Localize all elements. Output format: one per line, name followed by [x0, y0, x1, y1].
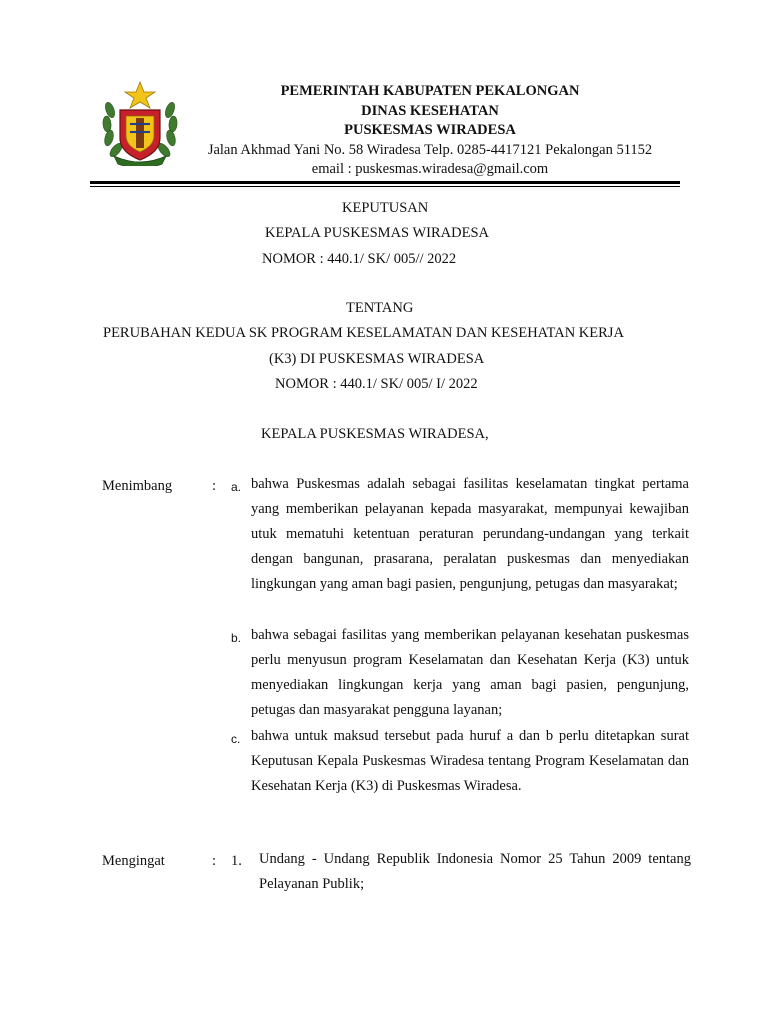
decree-heading: KEPUTUSAN — [342, 200, 429, 216]
letterhead-government: PEMERINTAH KABUPATEN PEKALONGAN — [280, 83, 580, 99]
menimbang-item-b: bahwa sebagai fasilitas yang memberikan pelayanan kesehatan puskesmas perlu menyusun program Keselamatan dan Kesehatan Kerja (K3) untuk menyediakan lingkungan kerja yang aman bagi pasien, pengunjung, petugas dan masyarakat pengguna layanan; — [251, 627, 689, 718]
mengingat-label: Mengingat — [102, 853, 165, 869]
kabupaten-pekalongan-emblem-icon — [100, 80, 180, 166]
letterhead-rule-thick — [90, 181, 680, 184]
letterhead-email: email : puskesmas.wiradesa@gmail.com — [311, 161, 549, 177]
mengingat-colon: : — [212, 853, 217, 869]
letterhead-address: Jalan Akhmad Yani No. 58 Wiradesa Telp. 0285-4417121 Pekalongan 51152 — [207, 141, 653, 158]
decree-issuer: KEPALA PUSKESMAS WIRADESA — [265, 225, 489, 241]
subject-line-2: (K3) DI PUSKESMAS WIRADESA — [269, 351, 485, 367]
mengingat-marker-1: 1. — [231, 853, 242, 869]
menimbang-marker-a: a. — [231, 480, 242, 494]
menimbang-item-a: bahwa Puskesmas adalah sebagai fasilitas keselamatan tingkat pertama yang memberikan pelayanan kepada masyarakat, mempunyai kewajiban utuk mematuhi ketentuan peraturan perundang-undangan yang terkait dengan bangunan, prasarana, peralatan puskesmas dan menyediakan lingkungan yang aman bagi pasien, pengunjung, petugas dan masyarakat; — [251, 476, 689, 592]
menimbang-marker-c: c. — [231, 732, 241, 746]
letterhead-rule-thin — [90, 186, 680, 187]
subject-number: NOMOR : 440.1/ SK/ 005/ I/ 2022 — [275, 376, 478, 392]
tentang-heading: TENTANG — [346, 300, 414, 316]
letterhead — [180, 82, 680, 180]
menimbang-colon: : — [212, 478, 217, 494]
menimbang-marker-b: b. — [231, 631, 242, 645]
subject-line-1: PERUBAHAN KEDUA SK PROGRAM KESELAMATAN DAN KESEHATAN KERJA — [103, 325, 624, 341]
menimbang-item-c: bahwa untuk maksud tersebut pada huruf a dan b perlu ditetapkan surat Keputusan Kepala Puskesmas Wiradesa tentang Program Keselamatan dan Kesehatan Kerja (K3) di Puskesmas Wiradesa. — [251, 728, 689, 794]
letterhead-institution: PUSKESMAS WIRADESA — [344, 122, 516, 138]
menimbang-label: Menimbang — [102, 478, 173, 494]
letterhead-department: DINAS KESEHATAN — [361, 102, 499, 119]
decree-number: NOMOR : 440.1/ SK/ 005// 2022 — [262, 251, 457, 267]
mengingat-item-1: Undang - Undang Republik Indonesia Nomor 25 Tahun 2009 tentang Pelayanan Publik; — [259, 851, 691, 892]
signatory-heading: KEPALA PUSKESMAS WIRADESA, — [261, 426, 489, 442]
